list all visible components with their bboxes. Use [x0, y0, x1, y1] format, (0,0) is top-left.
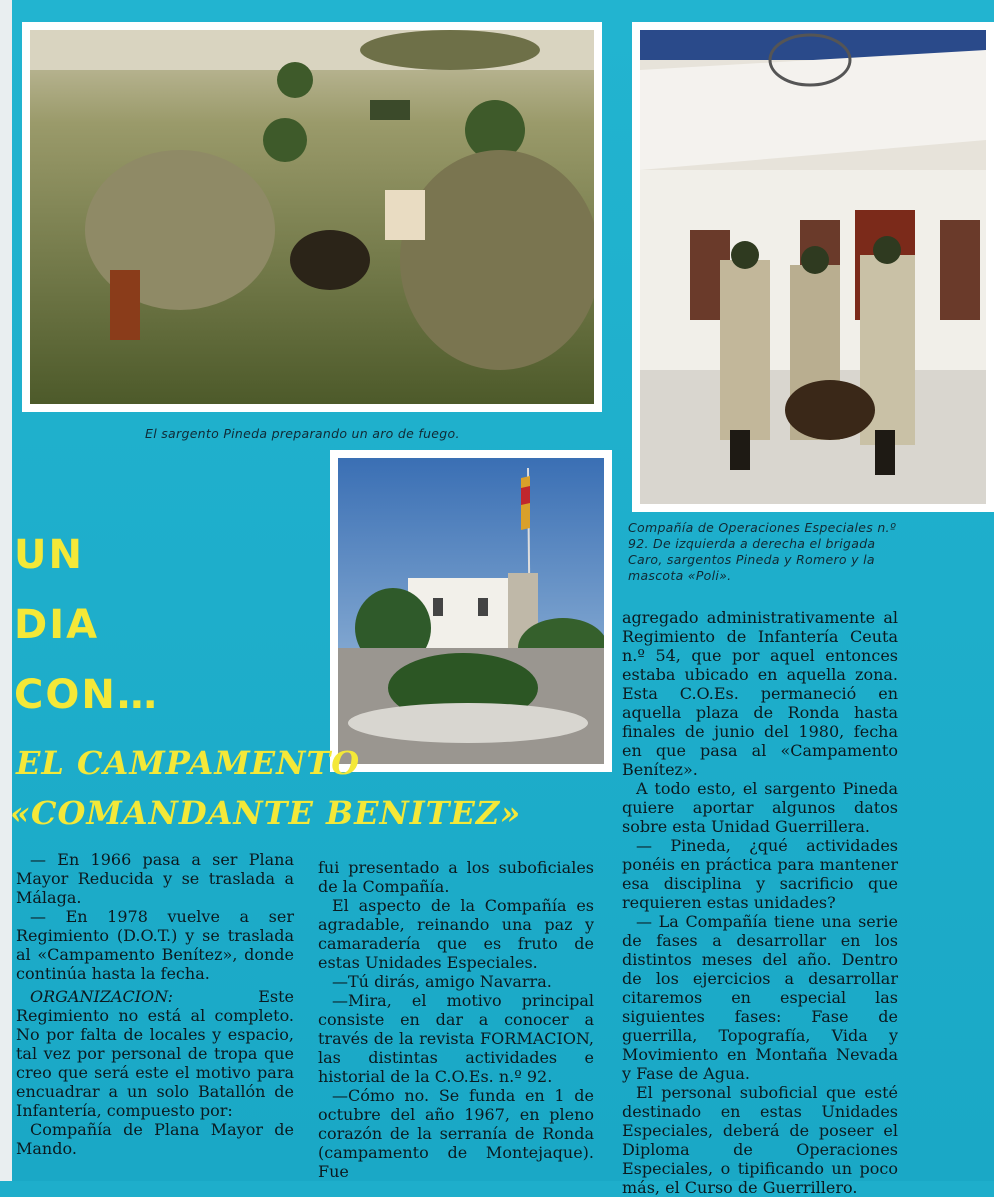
photo-soldiers-dog	[632, 22, 994, 512]
col2-paragraph-1: fui presentado a los suboficiales de la Compañía.	[318, 858, 594, 896]
page-edge	[0, 0, 12, 1181]
col2-paragraph-2: El aspecto de la Compañía es agradable, reinando una paz y camaradería que es fruto de estas Unidades Especiales.	[318, 896, 594, 972]
headline-line-2: DIA	[14, 602, 100, 648]
col1-paragraph-4: Compañía de Plana Mayor de Mando.	[16, 1120, 294, 1158]
headline-line-3: CON…	[14, 672, 159, 718]
text-column-3	[622, 608, 898, 1197]
col1-paragraph-1: — En 1966 pasa a ser Plana Mayor Reducida y se traslada a Málaga.	[16, 850, 294, 907]
text-column-2	[318, 858, 594, 1181]
col1-paragraph-2: — En 1978 vuelve a ser Regimiento (D.O.T.) y se traslada al «Campamento Benítez», donde continúa hasta la fecha.	[16, 907, 294, 983]
subheadline-line-1: EL CAMPAMENTO	[16, 744, 361, 782]
organizacion-heading: ORGANIZACION:	[30, 987, 173, 1006]
col3-paragraph-1: agregado administrativamente al Regimiento de Infantería Ceuta n.º 54, que por aquel entonces estaba ubicado en aquella zona. Esta C.O.Es. permaneció en aquella plaza de Ronda hasta finales de junio del 1980, fecha en que pasa al «Campamento Benítez».	[622, 608, 898, 779]
photo-soldiers-field	[22, 22, 602, 412]
col2-paragraph-5: —Cómo no. Se funda en 1 de octubre del año 1967, en pleno corazón de la serranía de Ronda (campamento de Montejaque). Fue	[318, 1086, 594, 1181]
col2-paragraph-3: —Tú dirás, amigo Navarra.	[332, 972, 552, 991]
subheadline-line-2: «COMANDANTE BENITEZ»	[10, 794, 522, 832]
text-column-1	[16, 850, 294, 1158]
headline-line-1: UN	[14, 532, 84, 578]
col3-paragraph-3: — Pineda, ¿qué actividades ponéis en práctica para mantener esa disciplina y sacrificio que requieren estas unidades?	[622, 836, 898, 912]
col1-paragraph-3-text: Este Regimiento no está al completo. No por falta de locales y espacio, tal vez por personal de tropa que creo que será este el motivo para encuadrar a un solo Batallón de Infantería, compuesto por:	[16, 987, 294, 1120]
col3-paragraph-4: — La Compañía tiene una serie de fases a desarrollar en los distintos meses del año. Dentro de los ejercicios a desarrollar citaremos en especial las siguientes fases: Fase de guerrilla, Topografía, Vida y Movimiento en Montaña Nevada y Fase de Agua.	[622, 912, 898, 1083]
col1-paragraph-3	[16, 987, 294, 1120]
photo1-caption: El sargento Pineda preparando un aro de fuego.	[145, 426, 460, 441]
col3-paragraph-2: A todo esto, el sargento Pineda quiere aportar algunos datos sobre esta Unidad Guerrillera.	[622, 779, 898, 836]
photo2-caption: Compañía de Operaciones Especiales n.º 92. De izquierda a derecha el brigada Caro, sargentos Pineda y Romero y la mascota «Poli».	[628, 520, 897, 583]
col3-paragraph-5: El personal suboficial que esté destinado en estas Unidades Especiales, deberá de poseer el Diploma de Operaciones Especiales, o tipificando un poco más, el Curso de Guerrillero.	[622, 1083, 898, 1197]
col2-paragraph-4: —Mira, el motivo principal consiste en dar a conocer a través de la revista FORMACION, las distintas actividades e historial de la C.O.Es. n.º 92.	[318, 991, 594, 1086]
photo-campamento-building	[330, 450, 612, 772]
